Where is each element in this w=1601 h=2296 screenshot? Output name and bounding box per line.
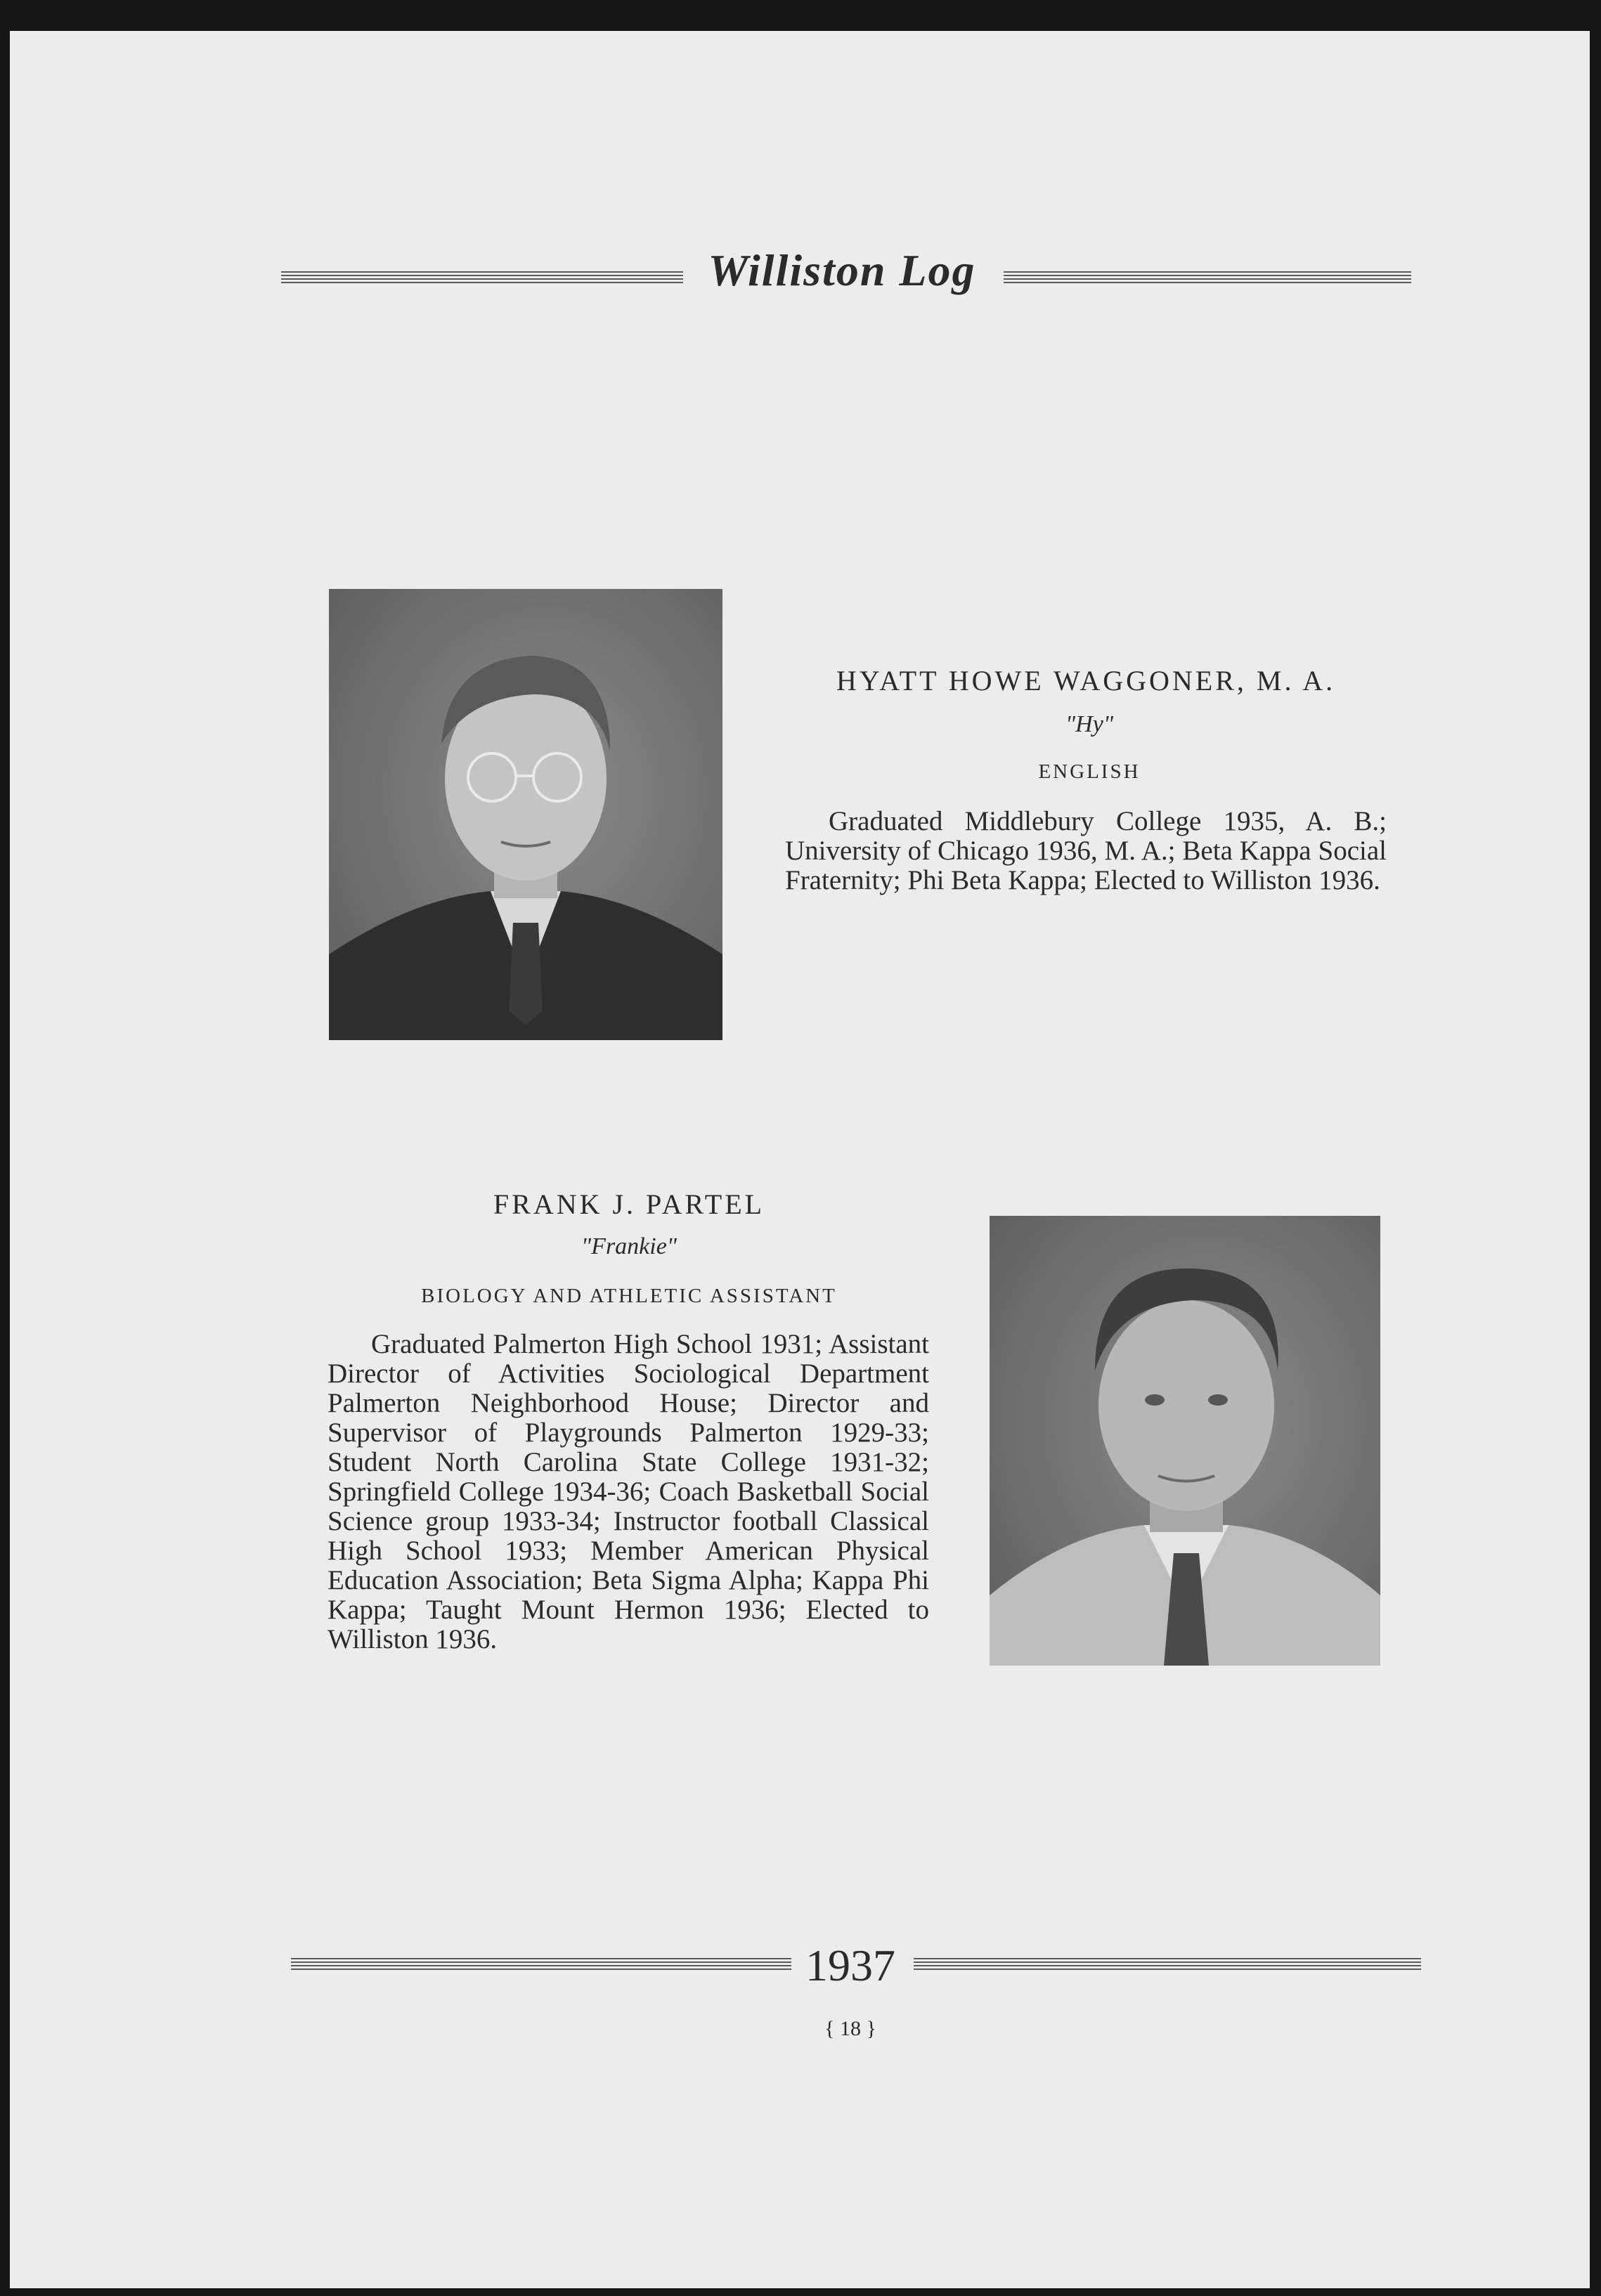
portrait-partel-illustration (990, 1216, 1380, 1666)
header-rule-left (281, 271, 683, 284)
faculty-nickname: "Frankie" (581, 1233, 678, 1259)
portrait-photo-partel (990, 1216, 1380, 1666)
footer-rule-right (914, 1958, 1421, 1971)
portrait-photo-waggoner (329, 589, 722, 1040)
faculty-department: ENGLISH (1038, 760, 1141, 783)
portrait-waggoner-illustration (329, 589, 722, 1040)
faculty-department: BIOLOGY AND ATHLETIC ASSISTANT (421, 1285, 837, 1307)
faculty-nickname: "Hy" (1065, 711, 1114, 737)
footer-year: 1937 (805, 1940, 895, 1990)
page-number: { 18 } (824, 2017, 876, 2040)
page-title: Williston Log (708, 245, 976, 295)
header-rule-right (1004, 271, 1411, 284)
faculty-name: HYATT HOWE WAGGONER, M. A. (836, 665, 1336, 696)
footer-rule-left (291, 1958, 791, 1971)
faculty-name: FRANK J. PARTEL (493, 1188, 765, 1220)
faculty-bio: Graduated Middlebury College 1935, A. B.; University of Chicago 1936, M. A.; Beta Kappa Social Fraternity; Phi Beta Kappa; Elected to Williston 1936. (785, 806, 1387, 895)
faculty-bio: Graduated Palmerton High School 1931; Assistant Director of Activities Sociological Department Palmerton Neighborhood House; Director and Supervisor of Playgrounds Palmerton 1929-33; Student North Carolina State College 1931-32; Springfield College 1934-36; Coach Basketball Social Science group 1933-34; Instructor football Classical High School 1933; Member American Physical Education Association; Beta Sigma Alpha; Kappa Phi Kappa; Taught Mount Hermon 1936; Elected to Williston 1936. (328, 1329, 929, 1654)
